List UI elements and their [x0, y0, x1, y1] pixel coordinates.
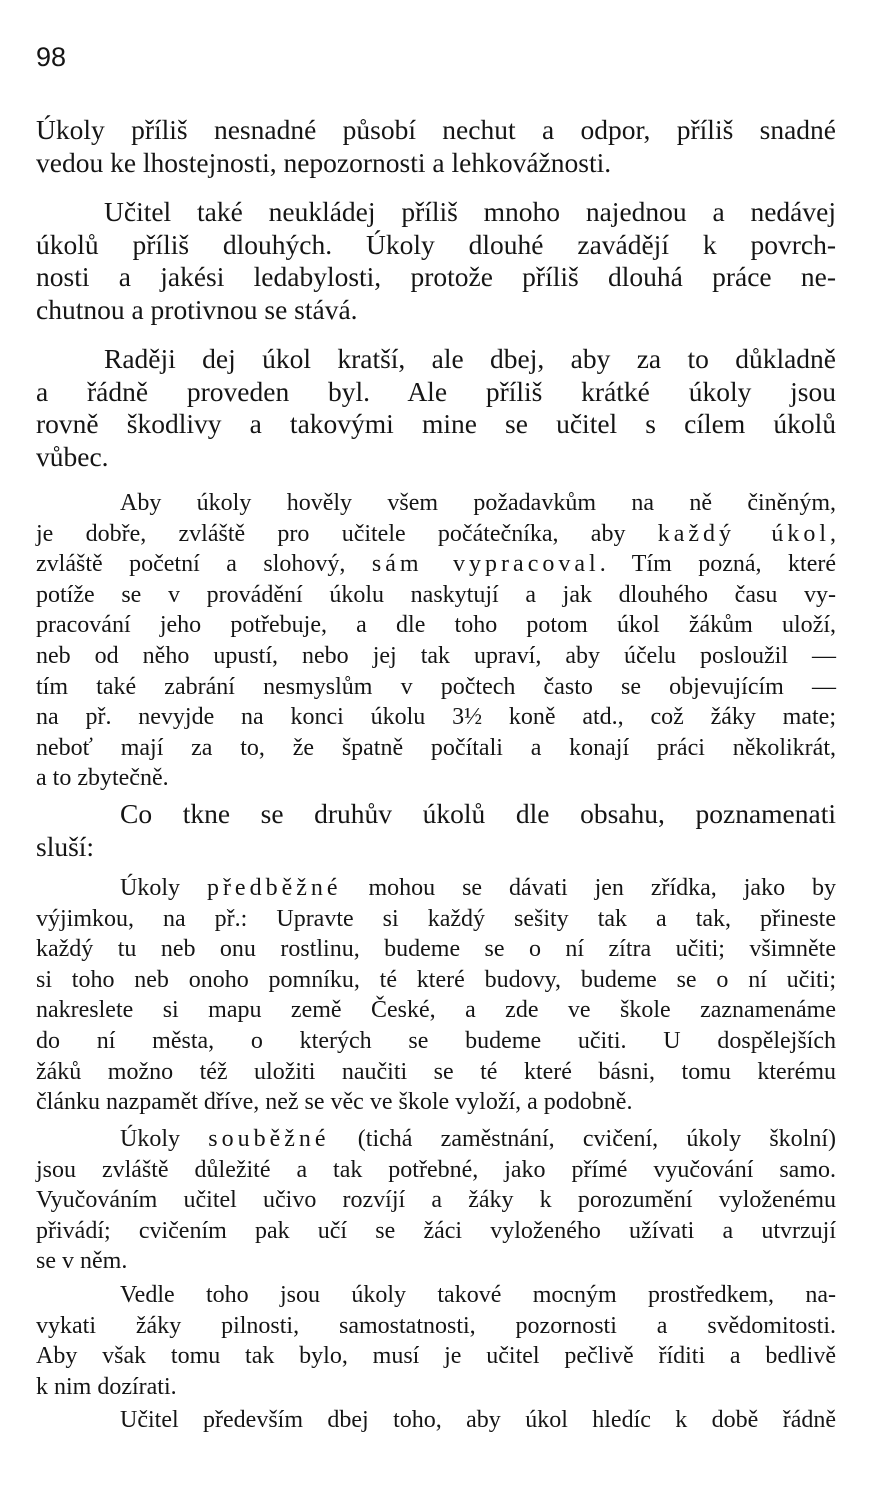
text-line: úkolů příliš dlouhých. Úkoly dlouhé zavádějí k povrch- — [36, 228, 836, 260]
emphasized-term: každý úkol — [657, 520, 830, 547]
emphasized-term: předběžné — [206, 875, 342, 901]
paragraph-3 — [36, 343, 836, 474]
text-line: žáků možno též uložiti naučiti se té které básni, tomu kterému — [36, 1058, 836, 1085]
paragraph-2 — [36, 196, 836, 327]
text-line: neb od něho upustí, nebo jej tak upraví, aby účelu posloužil — — [36, 642, 836, 669]
text-segment: Úkoly — [120, 875, 207, 901]
paragraph-4 — [36, 488, 836, 794]
text-segment: mohou se dávati jen zřídka, jako by — [341, 875, 837, 901]
text-line: Aby však tomu tak bylo, musí je učitel pečlivě říditi a bedlivě — [36, 1343, 836, 1370]
text-line: k nim dozírati. — [36, 1373, 177, 1400]
paragraph-6 — [36, 873, 836, 1118]
text-line: Aby úkoly hověly všem požadavkům na ně činěným, — [120, 490, 836, 516]
emphasized-term: souběžné — [208, 1126, 330, 1152]
text-segment: . Tím pozná, které — [599, 551, 836, 578]
paragraph-7 — [36, 1124, 836, 1277]
text-line: článku nazpamět dříve, než se věc ve škole vyloží, a podobně. — [36, 1089, 633, 1116]
text-line: chutnou a protivnou se stává. — [36, 294, 358, 326]
text-line: Úkoly příliš nesnadné působí nechut a odpor, příliš snadné — [36, 114, 836, 145]
text-line: Vyučováním učitel učivo rozvíjí a žáky k porozumění vyloženému — [36, 1187, 836, 1214]
text-line: Učitel také neukládej příliš mnoho najednou a nedávej — [104, 196, 836, 227]
text-segment: (tichá zaměstnání, cvičení, úkoly školní) — [329, 1126, 836, 1152]
text-line: a řádně proveden byl. Ale příliš krátké úkoly jsou — [36, 375, 836, 407]
text-line: výjimkou, na př.: Upravte si každý sešity tak a tak, přineste — [36, 905, 836, 932]
text-line: si toho neb onoho pomníku, té které budovy, budeme se o ní učiti; — [36, 966, 836, 993]
text-line: vykati žáky pilnosti, samostatnosti, pozornosti a svědomitosti. — [36, 1312, 836, 1339]
text-segment: Úkoly — [120, 1126, 209, 1152]
paragraph-5 — [36, 798, 836, 863]
text-line: sluší: — [36, 830, 95, 862]
text-line: Raději dej úkol kratší, ale dbej, aby za to důkladně — [104, 343, 836, 374]
paragraph-1 — [36, 114, 836, 179]
text-segment: , — [829, 520, 836, 547]
emphasized-term: sám vypracoval — [371, 551, 600, 578]
text-line: vedou ke lhostejnosti, nepozornosti a lehkovážnosti. — [36, 146, 612, 178]
text-line: Co tkne se druhův úkolů dle obsahu, poznamenati — [120, 798, 836, 829]
text-line: nakreslete si mapu země České, a zde ve škole zaznamenáme — [36, 997, 836, 1024]
page-number: 98 — [36, 42, 67, 72]
text-line: na př. nevyjde na konci úkolu 3½ koně atd., což žáky mate; — [36, 704, 836, 731]
text-line: pracování jeho potřebuje, a dle toho potom úkol žákům uloží, — [36, 612, 836, 639]
text-line: do ní města, o kterých se budeme učiti. U dospělejších — [36, 1027, 836, 1054]
paragraph-8 — [36, 1280, 836, 1402]
text-line: Vedle toho jsou úkoly takové mocným prostředkem, na- — [120, 1282, 836, 1308]
text-line: nosti a jakési ledabylosti, protože příliš dlouhá práce ne- — [36, 261, 836, 293]
text-line: tím také zabrání nesmyslům v počtech často se objevujícím — — [36, 673, 836, 700]
text-segment: je dobře, zvláště pro učitele počátečníka, aby — [36, 520, 658, 547]
text-line: neboť mají za to, že špatně počítali a konají práci několikrát, — [36, 734, 836, 761]
text-line: vůbec. — [36, 441, 109, 473]
paragraph-9 — [36, 1405, 836, 1436]
text-line: a to zbytečně. — [36, 765, 169, 792]
text-line — [36, 1124, 836, 1155]
text-line — [36, 873, 836, 904]
text-line: se v něm. — [36, 1248, 128, 1275]
text-segment: zvláště početní a slohový, — [36, 551, 372, 578]
text-line: potíže se v provádění úkolu naskytují a jak dlouhého času vy- — [36, 581, 836, 608]
text-line: rovně škodlivy a takovými mine se učitel s cílem úkolů — [36, 408, 836, 440]
text-line: každý tu neb onu rostlinu, budeme se o ní zítra učiti; všimněte — [36, 936, 836, 963]
text-line — [36, 549, 836, 580]
text-line: jsou zvláště důležité a tak potřebné, jako přímé vyučování samo. — [36, 1156, 836, 1183]
text-line — [36, 519, 836, 550]
text-line: Učitel především dbej toho, aby úkol hledíc k době řádně — [120, 1407, 836, 1433]
text-line: přivádí; cvičením pak učí se žáci vyloženého užívati a utvrzují — [36, 1217, 836, 1244]
